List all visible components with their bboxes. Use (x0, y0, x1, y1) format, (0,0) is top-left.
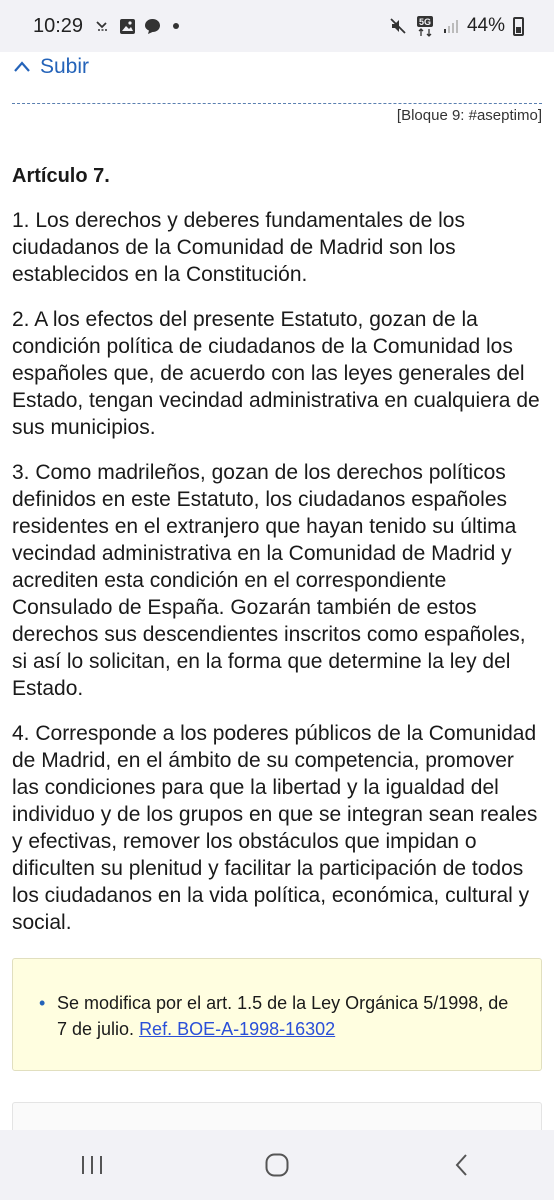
recent-apps-button[interactable] (62, 1145, 122, 1185)
article-paragraph-4: 4. Corresponde a los poderes públicos de la Comunidad de Madrid, en el ámbito de su competencia, promover las condiciones para que la libertad y la igualdad del individuo y de los grupos en que se integran sean reales y efectivas, remover los obstáculos que impidan o dificulten su plenitud y facilitar la participación de todos los ciudadanos en la vida política, económica, cultural y social. (12, 722, 538, 934)
block-divider (12, 103, 542, 104)
5g-icon (415, 15, 435, 37)
chevron-up-icon (12, 57, 32, 77)
chat-icon (144, 18, 161, 35)
article-title: Artículo 7. (12, 165, 110, 187)
signal-icon (443, 18, 459, 34)
subir-link[interactable] (12, 55, 89, 79)
back-icon (452, 1152, 472, 1178)
recent-apps-icon (79, 1153, 105, 1177)
back-button[interactable] (432, 1145, 492, 1185)
navigation-bar (0, 1130, 554, 1200)
mute-icon (389, 17, 407, 35)
status-bar (0, 0, 554, 52)
gallery-icon (119, 18, 136, 35)
home-icon (264, 1152, 290, 1178)
article-paragraph-2: 2. A los efectos del presente Estatuto, gozan de la condición política de ciudadanos de la Comunidad los españoles que, de acuerdo con las leyes generales del Estado, tengan vecindad administrativa en cualquiera de sus municipios. (12, 308, 540, 439)
modification-note (12, 958, 542, 1071)
network-label: 5G (418, 17, 431, 27)
note-text: Se modifica por el art. 1.5 de la Ley Orgánica 5/1998, de 7 de julio. (57, 993, 509, 1039)
home-button[interactable] (247, 1145, 307, 1185)
battery-percent: 44% (466, 15, 505, 36)
status-time: 10:29 (33, 14, 84, 37)
note-item (39, 990, 517, 1042)
article-paragraph-1: 1. Los derechos y deberes fundamentales de los ciudadanos de la Comunidad de Madrid son los establecidos en la Constitución. (12, 209, 465, 286)
subir-label: Subir (40, 55, 90, 78)
battery-icon (513, 17, 524, 36)
bullet-icon: • (39, 993, 46, 1013)
block-label: [Bloque 9: #aseptimo] (396, 107, 542, 124)
boe-reference-link[interactable]: Ref. BOE-A-1998-16302 (139, 1019, 336, 1039)
article-paragraph-3: 3. Como madrileños, gozan de los derechos políticos definidos en este Estatuto, los ciudadanos españoles residentes en el extranjero que hayan tenido su última vecindad administrativa en la Comunidad de Madrid y acrediten esta condición en el correspondiente Consulado de España. Gozarán también de estos derechos sus descendientes inscritos como españoles, si así lo solicitan, en la forma que determine la ley del Estado. (12, 461, 526, 700)
dot-icon (173, 23, 179, 29)
missed-call-icon (95, 18, 111, 34)
article (12, 164, 542, 954)
